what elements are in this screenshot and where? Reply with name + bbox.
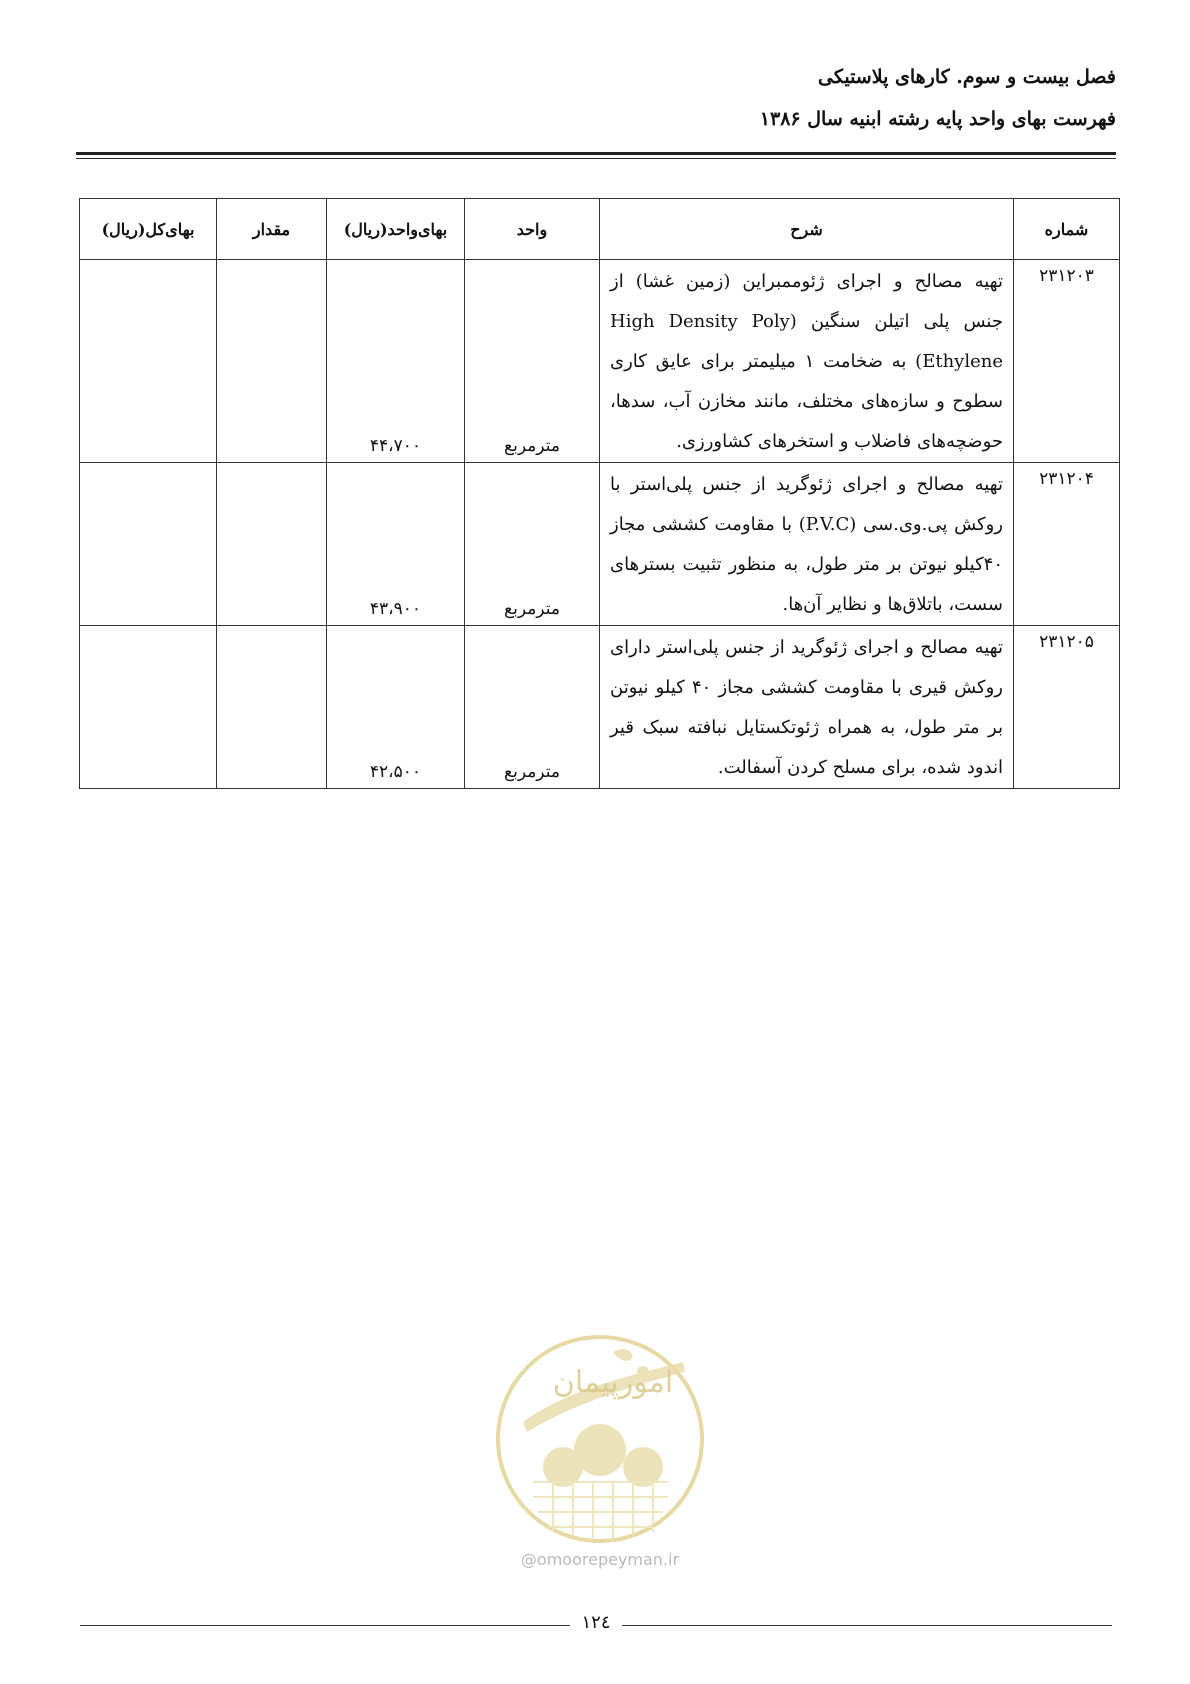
row-unit: مترمربع [465, 260, 600, 463]
table-row [80, 626, 1120, 789]
header-total-price: بهای‌کل(ریال) [80, 199, 217, 260]
header-unit-price: بهای‌واحد(ریال) [327, 199, 465, 260]
row-number: ۲۳۱۲۰۴ [1014, 463, 1120, 626]
row-unit-price: ۴۴،۷۰۰ [327, 260, 465, 463]
row-total-price [80, 463, 217, 626]
watermark-logo-text: امورپیمان [552, 1365, 674, 1400]
page-header [760, 62, 1116, 134]
row-unit-price: ۴۳،۹۰۰ [327, 463, 465, 626]
row-unit: مترمربع [465, 463, 600, 626]
row-unit-price: ۴۲،۵۰۰ [327, 626, 465, 789]
table-header-row [80, 199, 1120, 260]
header-quantity: مقدار [217, 199, 327, 260]
row-quantity [217, 626, 327, 789]
footer-rule-right [622, 1625, 1112, 1626]
watermark-seal-icon [493, 1332, 707, 1546]
header-rule-thin [76, 158, 1116, 159]
row-total-price [80, 626, 217, 789]
row-unit: مترمربع [465, 626, 600, 789]
header-description: شرح [600, 199, 1014, 260]
catalog-title: فهرست بهای واحد پایه رشته ابنیه سال ۱۳۸۶ [759, 108, 1116, 130]
header-number: شماره [1014, 199, 1120, 260]
row-number: ۲۳۱۲۰۳ [1014, 260, 1120, 463]
row-description: تهیه مصالح و اجرای ژئوممبراین (زمین غشا) از جنس پلی اتیلن سنگین (High Density Poly Ethylene) به ضخامت ۱ میلیمتر برای عایق کاری سطوح و سازه‌های مختلف، مانند مخازن آب، سدها، حوضچه‌های فاضلاب و استخرهای کشاورزی. [600, 260, 1014, 463]
row-total-price [80, 260, 217, 463]
watermark-url: @omoorepeyman.ir [520, 1550, 680, 1569]
page-number: ۱۲٤ [581, 1612, 611, 1633]
header-rule-thick [76, 152, 1116, 155]
row-description: تهیه مصالح و اجرای ژئوگرید از جنس پلی‌استر دارای روکش قیری با مقاومت کششی مجاز ۴۰ کیلو نیوتن بر متر طول، به همراه ژئوتکستایل نبافته سبک قیر اندود شده، برای مسلح کردن آسفالت. [600, 626, 1014, 789]
price-table [79, 198, 1120, 789]
table-row [80, 463, 1120, 626]
row-number: ۲۳۱۲۰۵ [1014, 626, 1120, 789]
row-description: تهیه مصالح و اجرای ژئوگرید از جنس پلی‌استر با روکش پی.وی.سی (P.V.C) با مقاومت کششی مجاز ۴۰کیلو نیوتن بر متر طول، به منظور تثبیت بسترهای سست، باتلاق‌ها و نظایر آن‌ها. [600, 463, 1014, 626]
footer-rule-left [80, 1625, 570, 1626]
table-row [80, 260, 1120, 463]
header-unit: واحد [465, 199, 600, 260]
row-quantity [217, 463, 327, 626]
row-quantity [217, 260, 327, 463]
chapter-title: فصل بیست و سوم. کارهای پلاستیکی [818, 66, 1116, 88]
